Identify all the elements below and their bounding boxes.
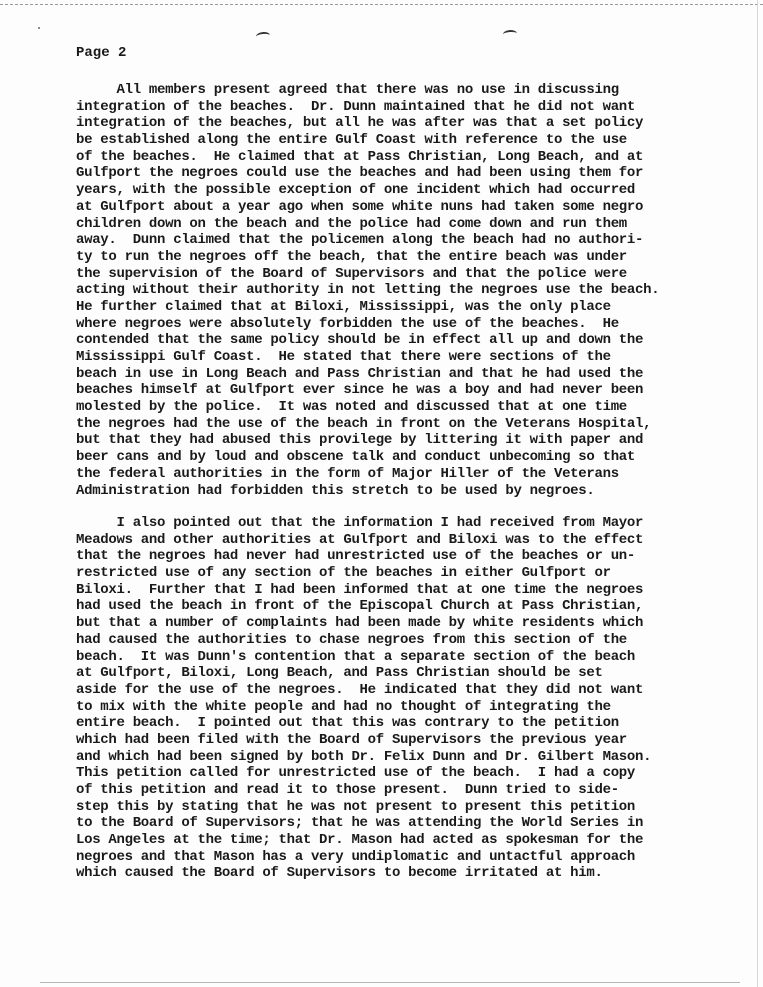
text-line: Gulfport the negroes could use the beaches and had been using them for [76, 165, 644, 182]
text-line: contended that the same policy should be in effect all up and down the [76, 332, 644, 349]
top-edge-perforation [0, 4, 763, 5]
text-line: the negroes had the use of the beach in front on the Veterans Hospital, [76, 415, 652, 432]
text-line: to the Board of Supervisors; that he was attending the World Series in [76, 815, 644, 832]
text-line: and which had been signed by both Dr. Felix Dunn and Dr. Gilbert Mason. [76, 748, 652, 765]
text-line: at Gulfport, Biloxi, Long Beach, and Pass Christian should be set [76, 665, 603, 682]
text-line: which caused the Board of Supervisors to become irritated at him. [76, 865, 603, 882]
text-line: Administration had forbidden this stretch to be used by negroes. [76, 482, 595, 499]
text-line: restricted use of any section of the beaches in either Gulfport or [76, 565, 611, 582]
page-number: Page 2 [76, 45, 127, 61]
text-line: which had been filed with the Board of Supervisors the previous year [76, 731, 627, 748]
text-line: molested by the police. It was noted and discussed that at one time [76, 399, 627, 416]
text-line: He further claimed that at Biloxi, Mississippi, was the only place [76, 298, 611, 315]
text-line: Los Angeles at the time; that Dr. Mason had acted as spokesman for the [76, 832, 644, 849]
text-line: where negroes were absolutely forbidden the use of the beaches. He [76, 315, 619, 332]
text-line: but that a number of complaints had been made by white residents which [76, 615, 644, 632]
text-line: beaches himself at Gulfport ever since he was a boy and had never been [76, 382, 644, 399]
text-line: integration of the beaches, but all he was after was that a set policy [76, 115, 644, 132]
text-line: integration of the beaches. Dr. Dunn maintained that he did not want [76, 98, 635, 115]
text-line: away. Dunn claimed that the policemen along the beach had no authori- [76, 232, 644, 249]
text-line: to mix with the white people and had no thought of integrating the [76, 698, 611, 715]
scan-speck [38, 27, 40, 29]
text-line: but that they had abused this provilege by littering it with paper and [76, 432, 644, 449]
text-line: step this by stating that he was not present to present this petition [76, 798, 635, 815]
paragraph-2 [76, 515, 736, 882]
text-line: entire beach. I pointed out that this was contrary to the petition [76, 715, 619, 732]
text-line: be established along the entire Gulf Coast with reference to the use [76, 132, 627, 149]
text-line: Mississippi Gulf Coast. He stated that there were sections of the [76, 349, 611, 365]
text-line: I also pointed out that the information I had received from Mayor [76, 515, 644, 531]
text-line: All members present agreed that there was no use in discussing [76, 82, 619, 98]
text-line: of the beaches. He claimed that at Pass Christian, Long Beach, and at [76, 148, 644, 165]
text-line: that the negroes had never had unrestricted use of the beaches or un- [76, 548, 635, 565]
text-line: the federal authorities in the form of Major Hiller of the Veterans [76, 465, 619, 482]
text-line: at Gulfport about a year ago when some white nuns had taken some negro [76, 198, 644, 215]
text-line: Meadows and other authorities at Gulfport and Biloxi was to the effect [76, 531, 644, 548]
text-line: had caused the authorities to chase negroes from this section of the [76, 631, 627, 648]
text-line: ty to run the negroes off the beach, that the entire beach was under [76, 248, 627, 265]
text-line: negroes and that Mason has a very undiplomatic and untactful approach [76, 848, 635, 865]
text-line: beach in use in Long Beach and Pass Christian and that he had used the [76, 365, 644, 382]
text-line: Biloxi. Further that I had been informed that at one time the negroes [76, 581, 644, 598]
right-edge-line [757, 0, 758, 987]
bottom-edge-line [40, 982, 740, 983]
text-line: had used the beach in front of the Episcopal Church at Pass Christian, [76, 598, 644, 615]
text-line: of this petition and read it to those present. Dunn tried to side- [76, 782, 619, 798]
text-line: beach. It was Dunn's contention that a separate section of the beach [76, 648, 635, 665]
text-line: acting without their authority in not letting the negroes use the beach. [76, 282, 660, 299]
paragraph-1 [76, 82, 736, 499]
text-line: This petition called for unrestricted use of the beach. I had a copy [76, 765, 635, 782]
text-line: children down on the beach and the police had come down and run them [76, 215, 627, 232]
text-line: aside for the use of the negroes. He indicated that they did not want [76, 681, 644, 698]
text-line: years, with the possible exception of one incident which had occurred [76, 182, 635, 199]
text-line: the supervision of the Board of Supervisors and that the police were [76, 265, 627, 282]
text-line: beer cans and by loud and obscene talk and conduct unbecoming so that [76, 449, 635, 466]
scan-mark-left [256, 31, 271, 40]
scan-mark-right [503, 30, 518, 39]
